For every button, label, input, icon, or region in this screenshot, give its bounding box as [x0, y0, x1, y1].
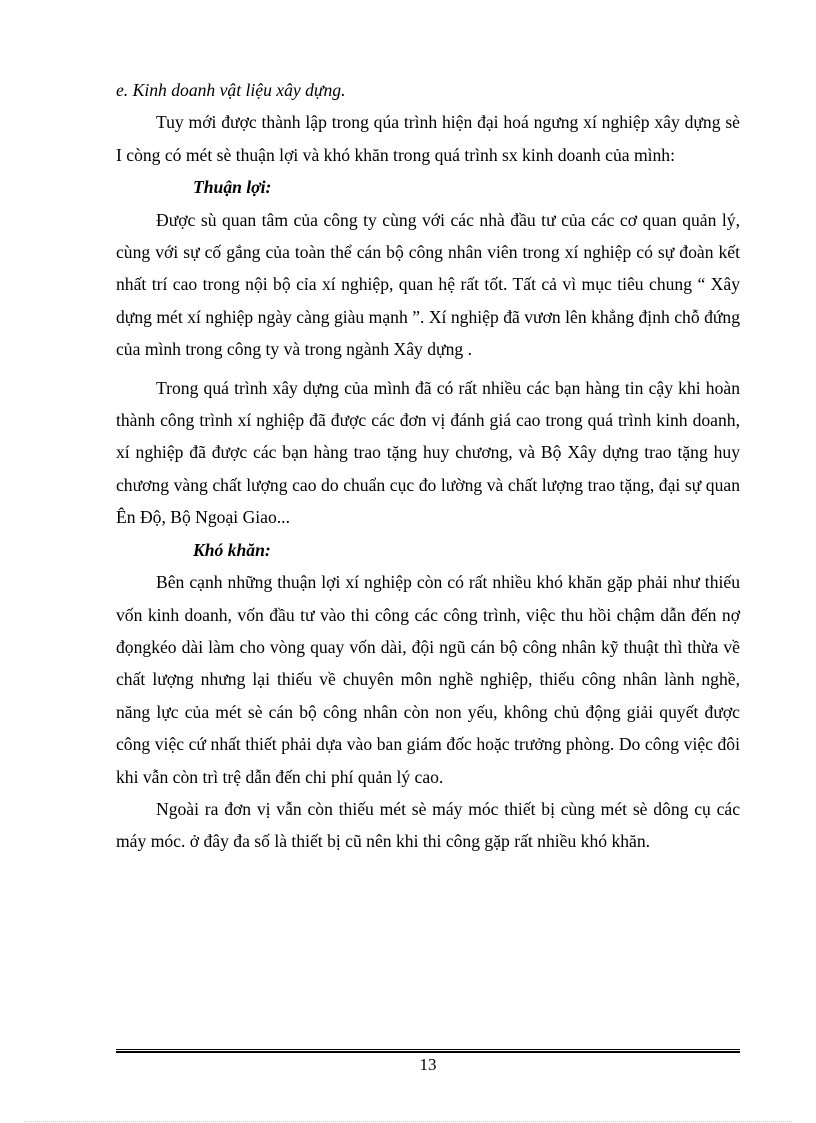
footer-rule-thick: [116, 1051, 740, 1053]
intro-paragraph: Tuy mới được thành lập trong qúa trình hiện đại hoá ngưng xí nghiệp xây dựng sè I còng có mét sè thuận lợi và khó khăn trong quá trình sx kinh doanh của mình:: [116, 112, 740, 165]
page-number: 13: [419, 1055, 437, 1074]
section-heading: e. Kinh doanh vật liệu xây dựng.: [116, 80, 346, 100]
page-bottom-edge: [24, 1121, 792, 1122]
footer-rule-thin: [116, 1049, 740, 1050]
advantages-paragraph-2: Trong quá trình xây dựng của mình đã có rất nhiều các bạn hàng tin cậy khi hoàn thành công trình xí nghiệp đã được các đơn vị đánh giá cao trong quá trình kinh doanh, xí nghiệp đã được các bạn hàng trao tặng huy chương, và Bộ Xây dựng trao tặng huy chương vàng chất lượng cao do chuẩn cục đo lường và chất lượng trao tặng, đại sự quan Ên Độ, Bộ Ngoại Giao...: [116, 377, 740, 528]
advantages-paragraph-1: Được sù quan tâm của công ty cùng với các nhà đầu tư của các cơ quan quản lý, cùng với sự cố gắng của toàn thể cán bộ công nhân viên trong xí nghiệp có sự đoàn kết nhất trí cao trong nội bộ cỉa xí nghiệp, quan hệ rất tốt. Tất cả vì mục tiêu chung “ Xây dựng mét xí nghiệp ngày càng giàu mạnh ”. Xí nghiệp đã vươn lên khẳng định chỗ đứng của mình trong công ty và trong ngành Xây dựng .: [116, 209, 740, 360]
difficulties-paragraph-1: Bên cạnh những thuận lợi xí nghiệp còn có rất nhiều khó khăn gặp phải như thiếu vốn kinh doanh, vốn đầu tư vào thi công các công trình, việc thu hồi chậm dẫn đến nợ đọngkéo dài làm cho vòng quay vốn dài, đội ngũ cán bộ công nhân kỹ thuật thì thừa về chất lượng nhưng lại thiếu về chuyên môn nghề nghiệp, thiếu công nhân lành nghề, năng lực của mét sè cán bộ công nhân còn non yếu, không chủ động giải quyết được công việc cứ nhất thiết phải dựa vào ban giám đốc hoặc trưởng phòng. Do công việc đôi khi vẫn còn trì trệ dẫn đến chi phí quản lý cao.: [116, 572, 740, 787]
page-body: [116, 74, 740, 858]
difficulties-heading: Khó khăn:: [193, 539, 271, 560]
advantages-heading: Thuận lợi:: [193, 177, 272, 198]
difficulties-paragraph-2: Ngoài ra đơn vị vẫn còn thiếu mét sè máy móc thiết bị cùng mét sè dông cụ các máy móc. ở đây đa số là thiết bị cũ nên khi thi công gặp rất nhiều khó khăn.: [116, 798, 740, 852]
